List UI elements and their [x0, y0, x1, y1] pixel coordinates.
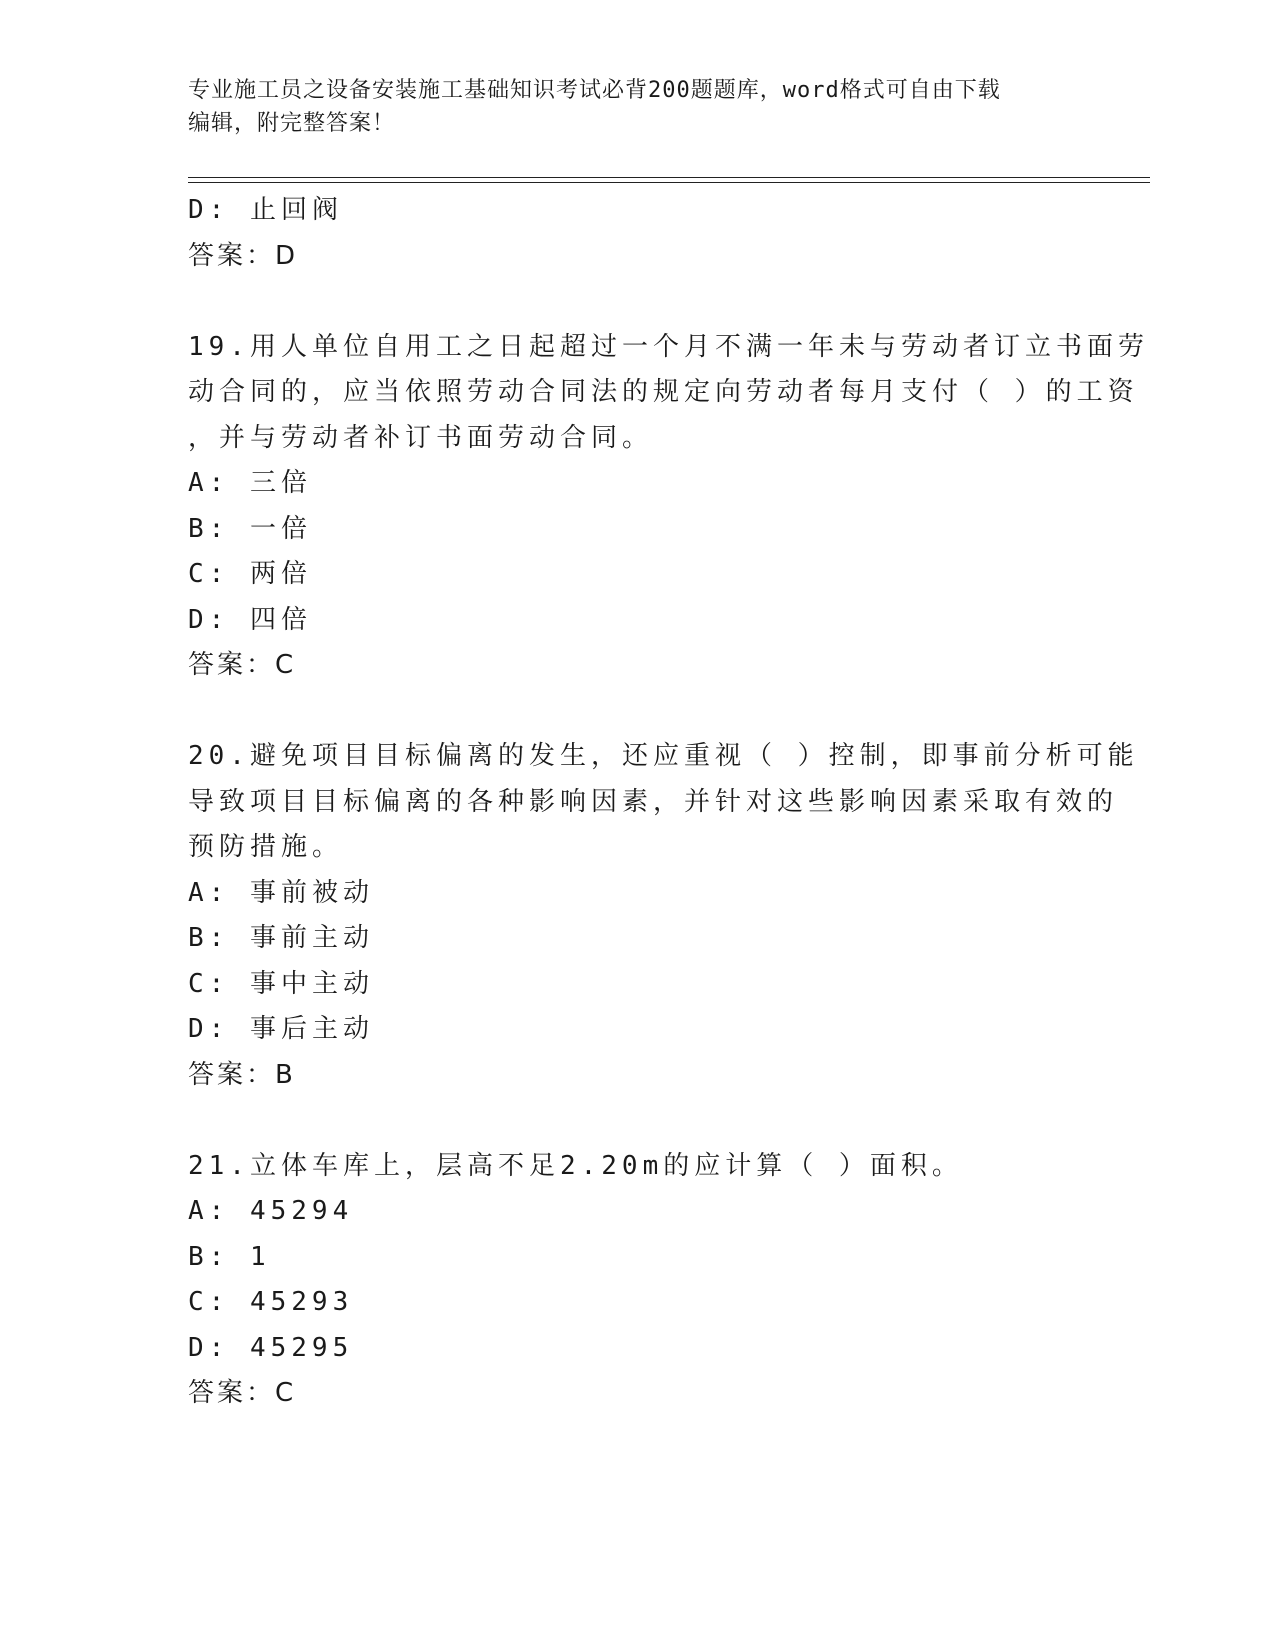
question-stem-line: 动合同的，应当依照劳动合同法的规定向劳动者每月支付（ ）的工资 — [188, 377, 1139, 407]
document-header — [188, 74, 1088, 140]
question-stem-line: 20.避免项目目标偏离的发生，还应重视（ ）控制，即事前分析可能 — [188, 741, 1139, 771]
question-21 — [188, 1144, 1088, 1417]
option-d: D: 45295 — [188, 1332, 354, 1363]
question-19 — [188, 325, 1149, 689]
option-c: C: 45293 — [188, 1287, 354, 1317]
question-stem-line: 19.用人单位自用工之日起超过一个月不满一年未与劳动者订立书面劳 — [188, 331, 1149, 362]
option-d: D: 四倍 — [188, 604, 312, 635]
option-d: D: 止回阀 — [188, 195, 343, 225]
question-content — [188, 188, 1149, 1417]
previous-question-tail — [188, 188, 1088, 279]
header-line-2: 编辑，附完整答案！ — [188, 111, 396, 136]
header-divider-top — [188, 177, 1150, 178]
header-divider-bottom — [188, 182, 1150, 183]
question-stem-line: 预防措施。 — [188, 832, 344, 862]
question-stem-line: ，并与劳动者补订书面劳动合同。 — [188, 422, 654, 453]
question-stem-line: 导致项目目标偏离的各种影响因素，并针对这些影响因素采取有效的 — [188, 786, 1119, 817]
option-b: B: 1 — [188, 1241, 271, 1272]
spacer — [188, 1098, 1088, 1144]
spacer — [188, 279, 1088, 325]
option-c: C: 事中主动 — [188, 968, 374, 999]
question-stem-line: 21.立体车库上，层高不足2.20m的应计算（ ）面积。 — [188, 1150, 963, 1181]
answer-line: 答案：D — [188, 240, 299, 271]
option-a: A: 事前被动 — [188, 877, 374, 908]
option-b: B: 一倍 — [188, 513, 312, 544]
question-20 — [188, 734, 1139, 1098]
answer-line: 答案：C — [188, 1378, 297, 1408]
answer-line: 答案：B — [188, 1059, 296, 1090]
option-b: B: 事前主动 — [188, 923, 374, 953]
option-d: D: 事后主动 — [188, 1014, 374, 1044]
option-a: A: 三倍 — [188, 468, 312, 498]
option-c: C: 两倍 — [188, 559, 312, 589]
spacer — [188, 689, 1088, 735]
option-a: A: 45294 — [188, 1196, 354, 1226]
answer-line: 答案：C — [188, 650, 297, 680]
header-line-1: 专业施工员之设备安装施工基础知识考试必背200题题库，word格式可自由下载 — [188, 78, 1001, 103]
